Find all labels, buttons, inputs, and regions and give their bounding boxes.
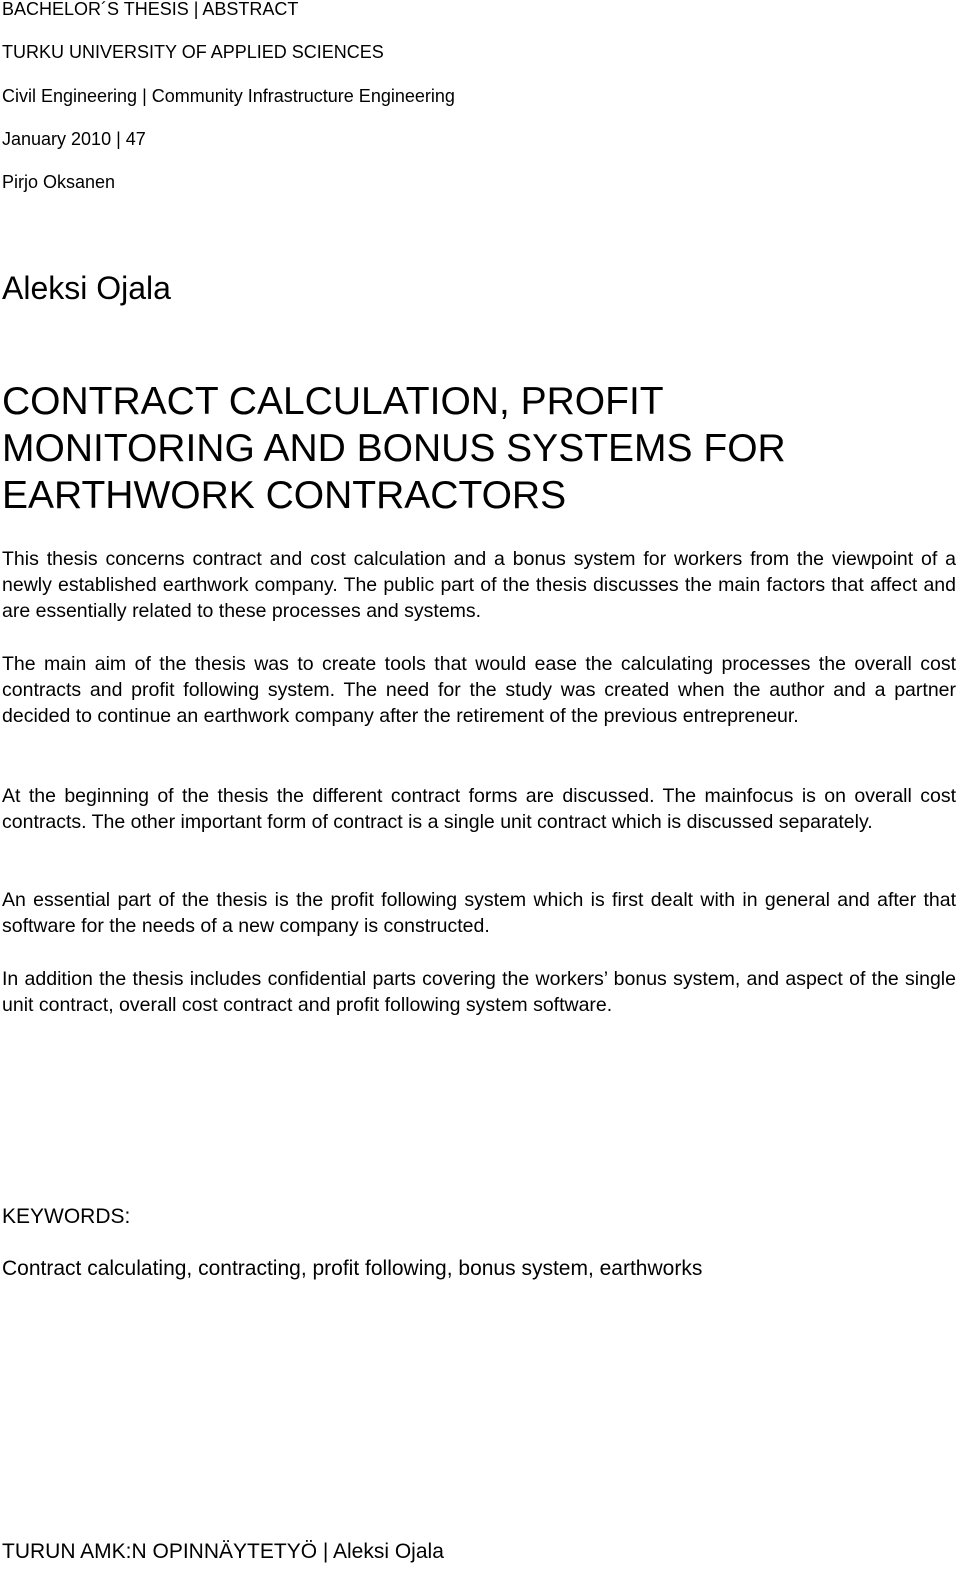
keywords-list: Contract calculating, contracting, profit following, bonus system, earthworks: [2, 1257, 703, 1280]
date-and-pages: January 2010 | 47: [2, 129, 146, 149]
abstract-paragraph-2: The main aim of the thesis was to create tools that would ease the calculating processes the overall cost contracts and profit following system. The need for the study was created when the author and a partner decided to continue an earthwork company after the retirement of the previous entrepreneur.: [2, 653, 956, 727]
university-name: TURKU UNIVERSITY OF APPLIED SCIENCES: [2, 42, 384, 62]
abstract-paragraph-1: This thesis concerns contract and cost calculation and a bonus system for workers from the viewpoint of a newly established earthwork company. The public part of the thesis discusses the main factors that affect and are essentially related to these processes and systems.: [2, 548, 956, 622]
title-line-2: MONITORING AND BONUS SYSTEMS FOR: [2, 427, 786, 470]
abstract-paragraph-3: At the beginning of the thesis the different contract forms are discussed. The mainfocus is on overall cost contracts. The other important form of contract is a single unit contract which is discussed separately.: [2, 785, 956, 833]
keywords-heading: KEYWORDS:: [2, 1205, 131, 1228]
degree-program: Civil Engineering | Community Infrastructure Engineering: [2, 86, 455, 106]
supervisor-name: Pirjo Oksanen: [2, 172, 116, 192]
thesis-type-label: BACHELOR´S THESIS | ABSTRACT: [2, 0, 299, 19]
abstract-paragraph-4: An essential part of the thesis is the profit following system which is first dealt with in general and after that software for the needs of a new company is constructed.: [2, 889, 956, 937]
abstract-paragraph-5: In addition the thesis includes confidential parts covering the workers’ bonus system, and aspect of the single unit contract, overall cost contract and profit following system software.: [2, 968, 956, 1016]
title-line-1: CONTRACT CALCULATION, PROFIT: [2, 380, 664, 423]
page-footer: TURUN AMK:N OPINNÄYTETYÖ | Aleksi Ojala: [2, 1540, 444, 1563]
author-name: Aleksi Ojala: [2, 270, 171, 306]
thesis-title: [2, 378, 786, 519]
title-line-3: EARTHWORK CONTRACTORS: [2, 474, 567, 517]
